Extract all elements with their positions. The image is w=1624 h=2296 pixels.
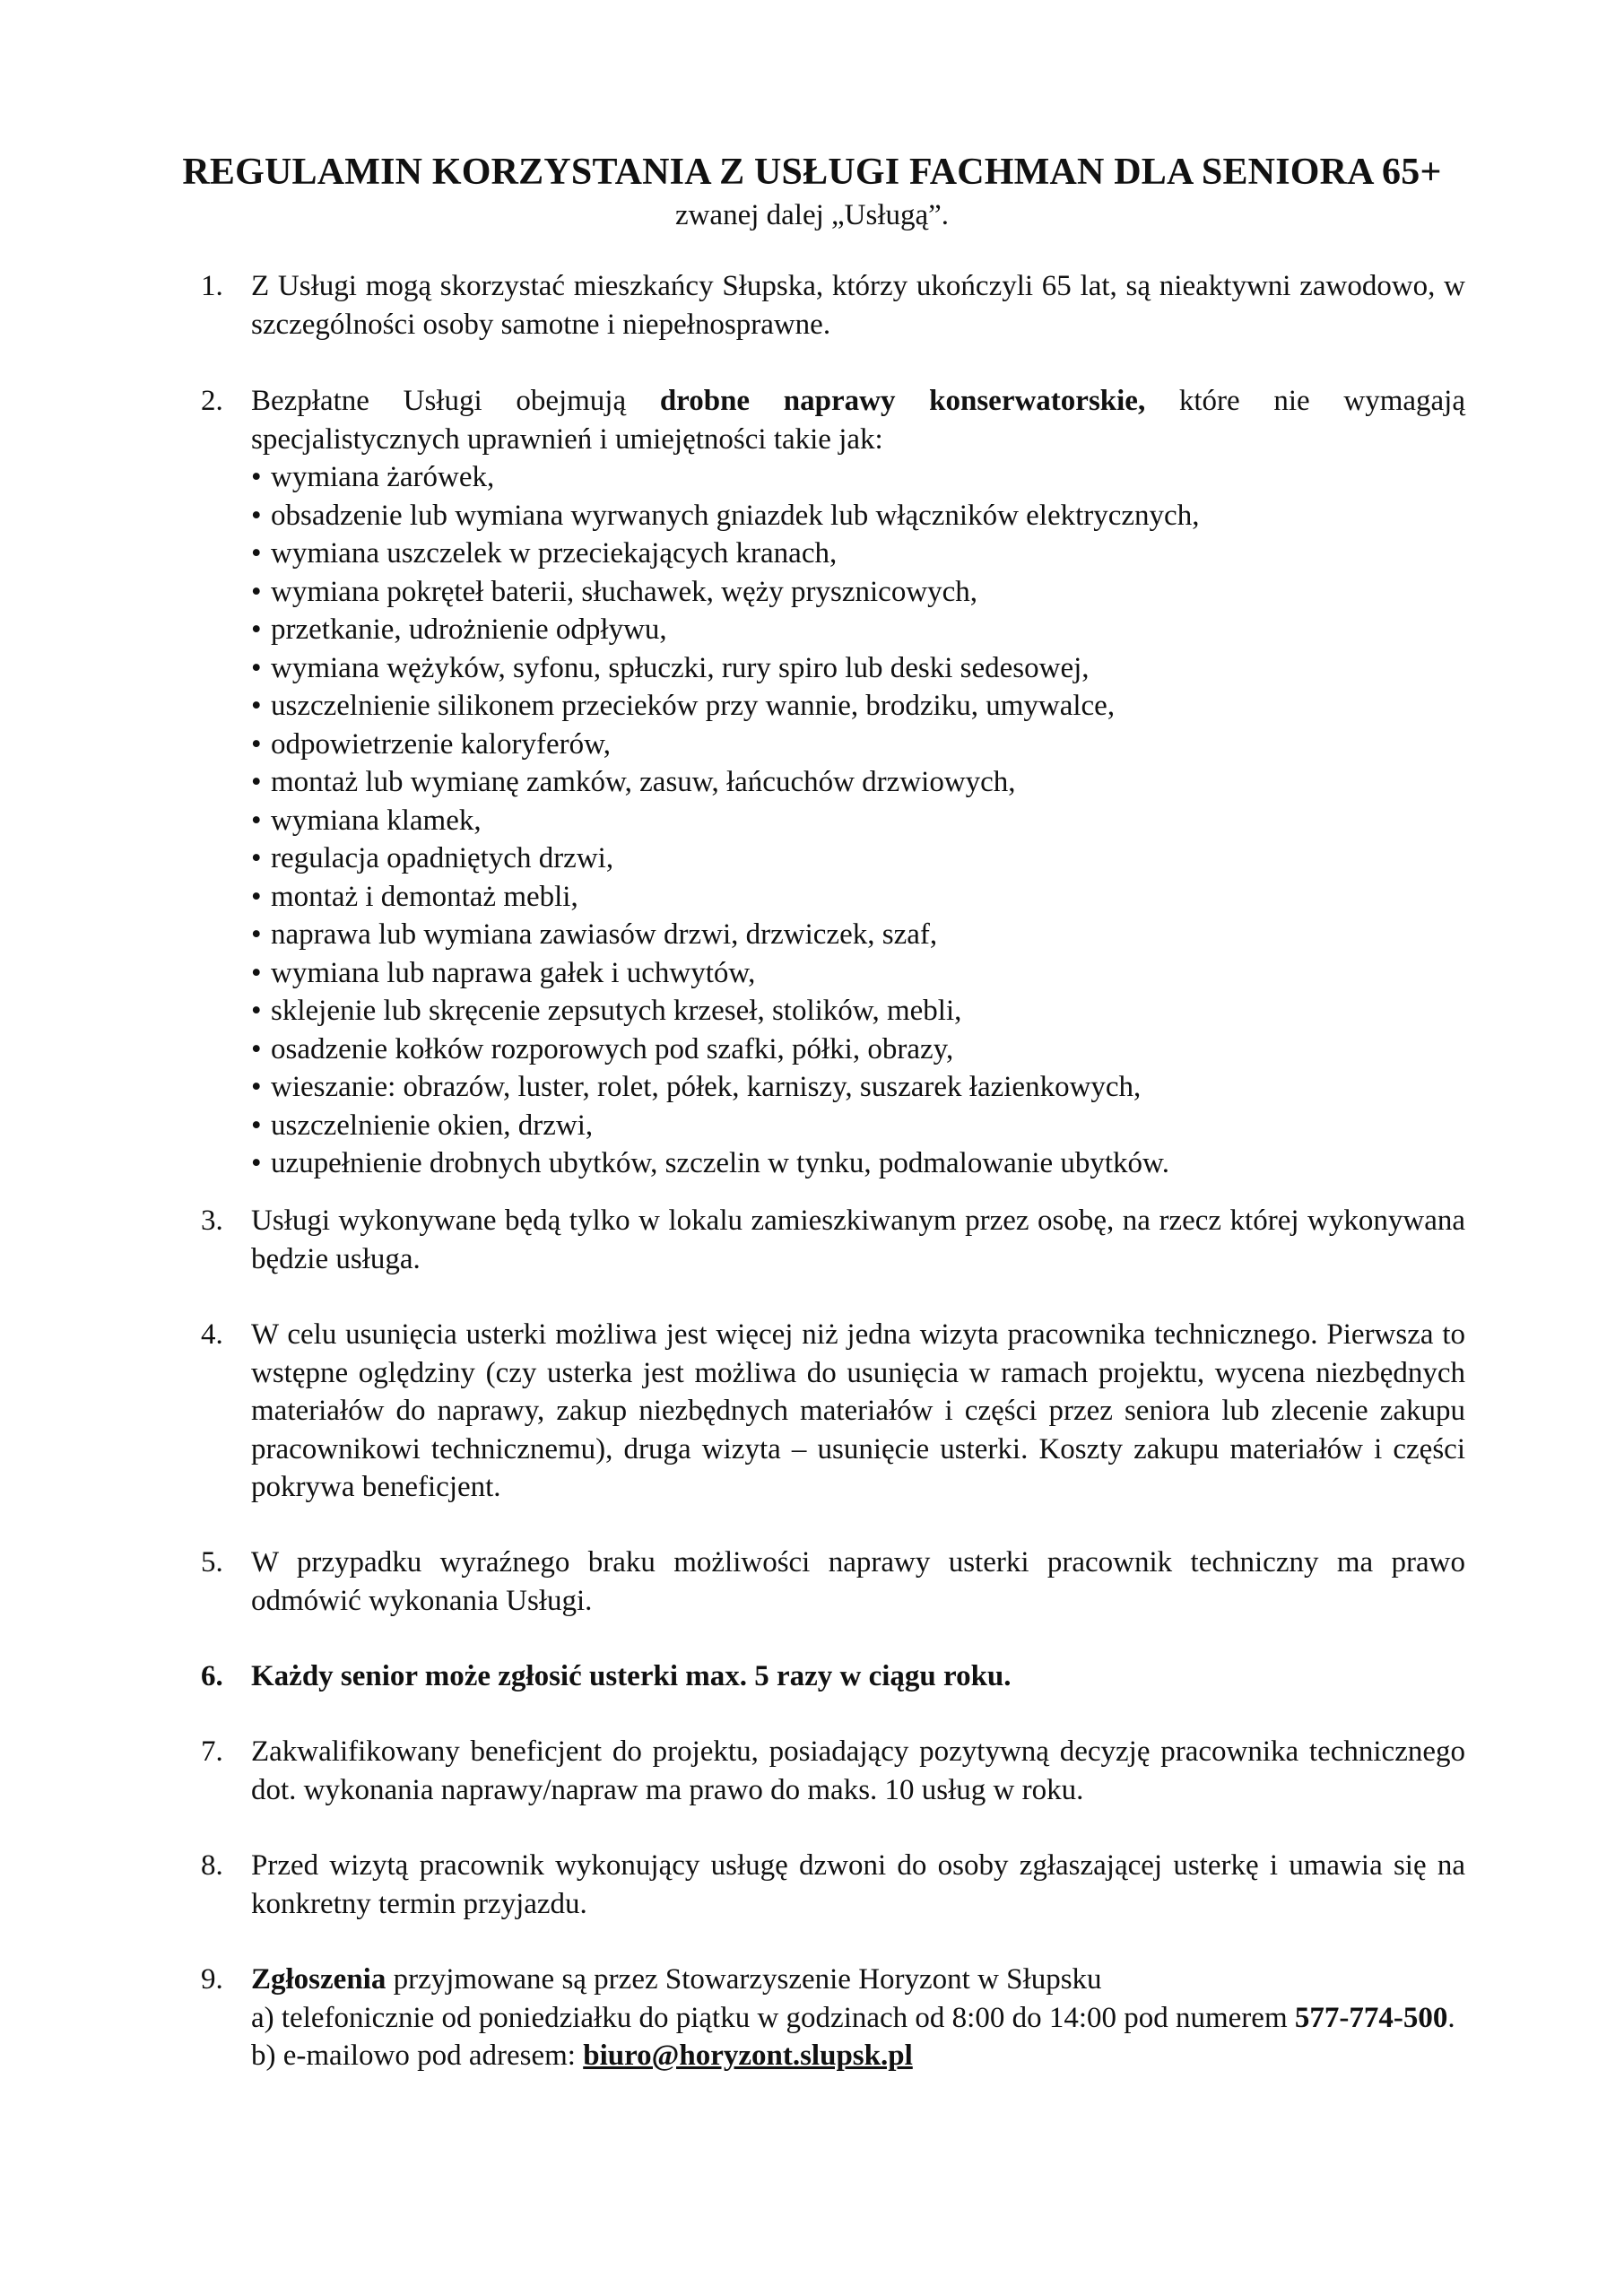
repair-type-label: wymiana lub naprawa gałek i uchwytów, — [271, 956, 756, 989]
repair-type-label: wymiana żarówek, — [271, 461, 495, 493]
item-text-bold: drobne naprawy konserwatorskie, — [659, 385, 1146, 417]
repair-type-item — [251, 763, 1465, 802]
item-text: Z Usługi mogą skorzystać mieszkańcy Słupska, którzy ukończyli 65 lat, są nieaktywni zawodowo, w szczególności osoby samotne i niepełnosprawne. — [251, 270, 1465, 341]
bullet-marker: • — [251, 918, 262, 951]
item-text: W celu usunięcia usterki możliwa jest więcej niż jedna wizyta pracownika technicznego. Pierwsza to wstępne oględziny (czy usterka jest możliwa do usunięcia w ramach projektu, wycena niezbędnych materiałów do naprawy, zakup niezbędnych materiałów i części przez seniora lub zlecenie zakupu pracownikowi technicznemu), druga wizyta – usunięcie usterki. Koszty zakupu materiałów i części pokrywa beneficjent. — [251, 1318, 1465, 1503]
repair-type-label: wieszanie: obrazów, luster, rolet, półek, karniszy, suszarek łazienkowych, — [271, 1071, 1142, 1103]
repair-type-item — [251, 992, 1465, 1031]
bullet-marker: • — [251, 880, 262, 913]
repair-type-label: osadzenie kołków rozporowych pod szafki, półki, obrazy, — [271, 1032, 954, 1065]
repair-type-item — [251, 1031, 1465, 1069]
repair-type-item — [251, 1068, 1465, 1107]
repair-type-label: naprawa lub wymiana zawiasów drzwi, drzwiczek, szaf, — [271, 918, 938, 951]
bullet-marker: • — [251, 1071, 262, 1103]
item-intro — [251, 382, 1465, 458]
bullet-marker: • — [251, 537, 262, 570]
repair-type-item — [251, 839, 1465, 878]
repair-type-item — [251, 458, 1465, 497]
repair-type-label: wymiana pokręteł baterii, słuchawek, węży prysznicowych, — [271, 575, 978, 608]
repair-type-label: montaż lub wymianę zamków, zasuw, łańcuchów drzwiowych, — [271, 766, 1016, 798]
phone-number[interactable]: 577-774-500 — [1294, 2001, 1448, 2034]
document-title: REGULAMIN KORZYSTANIA Z USŁUGI FACHMAN DLA SENIORA 65+ — [182, 152, 1442, 193]
item-text-after: które nie wymagają specjalistycznych uprawnień i umiejętności takie jak: — [251, 385, 1465, 456]
repair-type-item — [251, 611, 1465, 649]
document-subtitle: zwanej dalej „Usługą”. — [674, 199, 950, 231]
item-number: 6. — [201, 1660, 223, 1692]
item-number: 5. — [201, 1546, 223, 1578]
contact-lead: Zgłoszenia — [251, 1963, 386, 1996]
bullet-marker: • — [251, 1147, 262, 1179]
phone-line-end: . — [1447, 2001, 1455, 2034]
repair-type-label: obsadzenie lub wymiana wyrwanych gniazdek lub włączników elektrycznych, — [271, 499, 1200, 532]
item-number: 9. — [201, 1963, 223, 1996]
item-content — [251, 1961, 1465, 2075]
bullet-marker: • — [251, 956, 262, 989]
repair-type-item — [251, 1107, 1465, 1145]
item-number: 4. — [201, 1318, 223, 1351]
repair-type-item — [251, 497, 1465, 535]
bullet-marker: • — [251, 613, 262, 646]
regulation-item-1 — [201, 267, 1465, 344]
bullet-marker: • — [251, 804, 262, 837]
item-number: 2. — [201, 385, 223, 417]
repair-type-item — [251, 1144, 1465, 1183]
bullet-marker: • — [251, 766, 262, 798]
bullet-marker: • — [251, 499, 262, 532]
bullet-marker: • — [251, 727, 262, 761]
bullet-marker: • — [251, 461, 262, 493]
repair-type-label: przetkanie, udrożnienie odpływu, — [271, 613, 667, 646]
regulation-item-2 — [201, 382, 1465, 1183]
regulation-item-3 — [201, 1202, 1465, 1278]
bullet-marker: • — [251, 1032, 262, 1065]
repair-type-label: regulacja opadniętych drzwi, — [271, 842, 614, 874]
repair-type-label: wymiana uszczelek w przeciekających kranach, — [271, 537, 838, 570]
regulation-item-8 — [201, 1847, 1465, 1923]
repair-type-item — [251, 687, 1465, 726]
bullet-marker: • — [251, 651, 262, 684]
contact-intro — [251, 1961, 1465, 1999]
regulation-item-7 — [201, 1733, 1465, 1809]
repair-type-label: uszczelnienie okien, drzwi, — [271, 1109, 594, 1142]
bullet-marker: • — [251, 1109, 262, 1142]
regulation-item-5 — [201, 1544, 1465, 1620]
repair-type-item — [251, 573, 1465, 612]
repair-type-label: odpowietrzenie kaloryferów, — [271, 727, 612, 761]
item-text: Zakwalifikowany beneficjent do projektu, posiadający pozytywną decyzję pracownika technicznego dot. wykonania naprawy/napraw ma prawo do maks. 10 usług w roku. — [251, 1735, 1465, 1806]
item-text-before: Bezpłatne Usługi obejmują — [251, 385, 660, 417]
email-line-text: b) e-mailowo pod adresem: — [251, 2039, 584, 2072]
bullet-marker: • — [251, 690, 262, 722]
item-number: 1. — [201, 270, 223, 302]
repair-type-label: sklejenie lub skręcenie zepsutych krzeseł, stolików, mebli, — [271, 995, 962, 1027]
item-text: Każdy senior może zgłosić usterki max. 5 razy w ciągu roku. — [251, 1660, 1012, 1692]
repair-type-label: wymiana klamek, — [271, 804, 482, 837]
contact-lead-rest: przyjmowane są przez Stowarzyszenie Horyzont w Słupsku — [386, 1963, 1102, 1996]
phone-line-text: a) telefonicznie od poniedziałku do piątku w godzinach od 8:00 do 14:00 pod numerem — [251, 2001, 1295, 2034]
repair-type-item — [251, 878, 1465, 917]
repair-types-list — [251, 458, 1465, 1183]
regulation-item-6 — [201, 1657, 1465, 1696]
repair-type-label: uzupełnienie drobnych ubytków, szczelin w tynku, podmalowanie ubytków. — [271, 1147, 1169, 1179]
repair-type-item — [251, 802, 1465, 840]
repair-type-label: wymiana wężyków, syfonu, spłuczki, rury spiro lub deski sedesowej, — [271, 651, 1090, 684]
contact-email-line — [251, 2037, 1465, 2075]
item-number: 7. — [201, 1735, 223, 1768]
repair-type-label: uszczelnienie silikonem przecieków przy wannie, brodziku, umywalce, — [271, 690, 1116, 722]
bullet-marker: • — [251, 995, 262, 1027]
repair-type-item — [251, 649, 1465, 688]
bullet-marker: • — [251, 842, 262, 874]
item-text: Przed wizytą pracownik wykonujący usługę dzwoni do osoby zgłaszającej usterkę i umawia się na konkretny termin przyjazdu. — [251, 1849, 1465, 1920]
repair-type-item — [251, 535, 1465, 573]
regulation-item-4 — [201, 1316, 1465, 1507]
item-number: 3. — [201, 1205, 223, 1237]
item-number: 8. — [201, 1849, 223, 1882]
repair-type-label: montaż i demontaż mebli, — [271, 880, 578, 913]
bullet-marker: • — [251, 575, 262, 608]
repair-type-item — [251, 726, 1465, 764]
regulation-item-9 — [201, 1961, 1465, 2075]
repair-type-item — [251, 916, 1465, 954]
item-text: W przypadku wyraźnego braku możliwości naprawy usterki pracownik techniczny ma prawo odmówić wykonania Usługi. — [251, 1546, 1465, 1617]
item-text: Usługi wykonywane będą tylko w lokalu zamieszkiwanym przez osobę, na rzecz której wykonywana będzie usługa. — [251, 1205, 1465, 1275]
email-link[interactable]: biuro@horyzont.slupsk.pl — [583, 2039, 913, 2072]
item-content — [251, 382, 1465, 1183]
contact-phone-line — [251, 1999, 1465, 2038]
repair-type-item — [251, 954, 1465, 993]
